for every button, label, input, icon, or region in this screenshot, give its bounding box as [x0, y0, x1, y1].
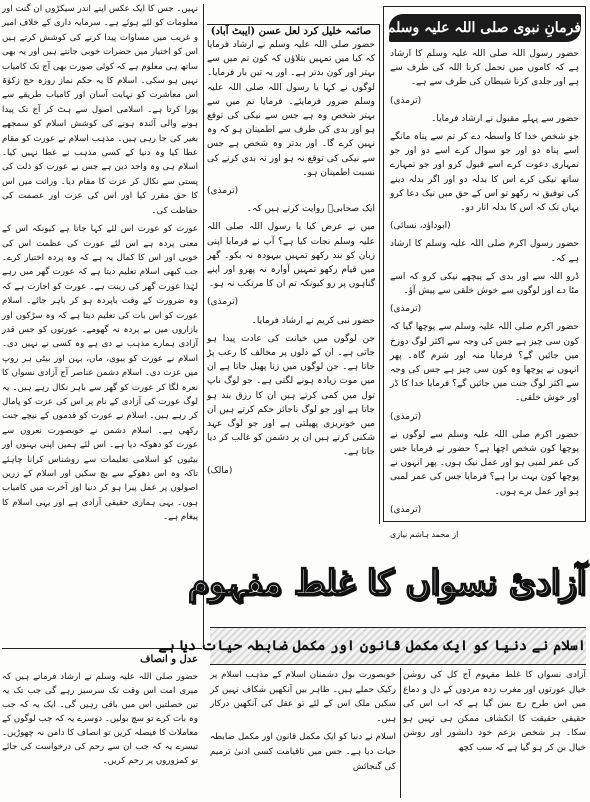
hadith-paragraph: جو شخص خدا کا واسطہ دے کر تم سے پناہ مانگے اسے پناہ دو اور جو سوال کرے اسے دو اور جو تمہاری دعوت کرے اسے قبول کرو اور جو تمہارے ساتھ نیکی کرے اس کا بدلہ دو اور اگر بدلہ دینے کی توفیق نہ رکھو تو اس کے حق میں نیک دعا کرو یہاں تک کہ اس کا بدلہ اتار دو۔ — [390, 132, 579, 214]
center-article-column — [207, 38, 375, 526]
hadith-box — [383, 6, 586, 522]
hadith-intro: حضور رسول اکرم صلی اللہ علیہ وسلم کا ارشاد ہے کہ۔ — [390, 239, 579, 264]
hadith-source: (ترمذی) — [390, 411, 422, 422]
justice-paragraph: حضور صلی اللہ علیہ وسلم نے ارشاد فرماتے ہیں کہ میری امت اس وقت تک سرسبز رہے گی جب تک یہ تین خصلتیں اس میں باقی رہیں گی۔ ایک یہ کہ جب وہ بات کرے تو سچ بولیں۔ دوسرے یہ کہ جب لوگوں کے معاملات کا فیصلہ کریں تو انصاف کا دامن نہ چھوڑیں۔ تیسرے یہ کہ جب ان سے رحم کی درخواست کی جائے تو کمزوروں پر رحم کریں۔ — [2, 672, 198, 766]
feature-paragraph: آزادی نسواں کا غلط مفہوم آج کل کی روشن خیال عورتوں اور مغرب زدہ مردوں کے دل و دماغ میں اس طرح رچ بس گیا ہے کہ اب اس کی حقیقی حقیقت کا انکشاف ممکن ہی نہیں ہو سکا۔ ہر شخص بزعم خود دانشور اور روشن خیال بن کر ہو گیا ہے کہ سب کچھ — [403, 670, 586, 753]
hadith-source: (ترمذی) — [390, 95, 422, 106]
feature-subheadline: اسلام نے دنیا کو ایک مکمل قانون اور مکمل ضابطہ حیات دیا ہے — [210, 627, 586, 665]
hadith-paragraph: جن لوگوں میں خیانت کی عادت پیدا ہو جاتی ہے۔ ان کے دلوں پر مخالف کا رعب پڑ جاتا ہے۔ جن لوگوں میں زنا پھیل جاتا ہے ان میں موت زیادہ ہونے لگتی ہے۔ جو لوگ ناپ تول میں کمی کرتے ہیں ان کا رزق بند ہو جاتا ہے اور جو لوگ ناجائز حکم کرتے ہیں ان میں خونریزی پھیلتی ہے اور جو لوگ عہد شکنی کرتے ہیں ان پر دشمن کو غالب کر دیا جاتا ہے۔ — [207, 333, 375, 458]
hadith-intro: حضور سے پہلے مقبول نے ارشاد فرمایا۔ — [431, 113, 579, 124]
center-article-heading: صائمہ خلیل کرد لعل عسن (ایبٹ آباد) — [210, 26, 372, 37]
hadith-intro: حضور نبی کریم نے ارشاد فرمایا۔ — [251, 315, 375, 326]
feature-column-middle — [210, 668, 396, 798]
feature-paragraph: اسلام نے دنیا کو ایک مکمل قانون اور مکمل ضابطہ حیات دیا ہے۔ جس میں تاقیامت کسی ادنیٰ ترمیم کی گنجائش — [210, 732, 396, 772]
article-paragraph: نہیں۔ جس کا ایک عکس اپنے اندر سیکڑوں ان گنت اور معلومات کو لئے ہوئے ہے۔ سرمایہ داری کے خلاف امیر و غریب میں مساوات پیدا کرنے کی کوشش کرتے ہیں اس کو اختیار میں حضرات خوبی جانتے ہیں اور یہ بھی ساتھ ہی معلوم ہے کہ کوئی صورت بھی آج تک کامیاب نہیں ہو سکی۔ اسلام کا یہ حکم نماز روزہ حج زکوٰۃ اس معاشرت کو نہایت آسان اور کامیاب طریقے سے پورا کرتا ہے۔ اسلامی اصول سے ہٹ کر آج تک پیدا ہونے والی آئندہ ہونے کی کوشش اسلام کو سمجھے بغیر کی جا رہی ہیں۔ مذہب اسلام نے عورت کو مقام عطا کیا وہ دنیا کے کسی مذہب نے عطا نہیں کیا۔ اسلام ہی وہ واحد دین ہے جس نے عورت کو ذلت کی پستی سے نکال کر عزت کا مقام دیا۔ وراثت میں اس کا حق مقرر کیا اور اس کی عزت اور عصمت کی حفاظت کی۔ — [2, 4, 198, 216]
hadith-source: (مالک) — [207, 465, 233, 476]
hadith-box-title: فرمانِ نبوی صلی اللہ علیہ وسلم — [389, 14, 581, 42]
column-rule — [379, 24, 380, 524]
hadith-paragraph: حضور رسول اللہ صلی اللہ علیہ وسلم کا ارشاد ہے کہ کاموں میں تحمل کرنا اللہ کی طرف سے ہے اور جلدی کرنا شیطان کی طرف سے ہے۔ — [390, 49, 579, 88]
feature-column-right — [403, 668, 586, 798]
hadith-paragraph: ڈرو اللہ سے اور بدی کے پیچھے نیکی کرو کہ اسے مٹا دے اور لوگوں سے خوش خلقی سے پیش آؤ۔ — [390, 271, 579, 297]
feature-headline: آزادیٔ نسواں کا غلط مفہوم — [188, 563, 586, 603]
hadith-intro: ایک صحابیؓ روایت کرتے ہیں کہ۔ — [246, 204, 375, 215]
justice-heading: عدل و انصاف — [140, 654, 198, 665]
left-article-column — [2, 2, 198, 642]
column-rule — [400, 668, 401, 798]
hadith-source: (ترمذی) — [207, 186, 239, 197]
hadith-paragraph: میں نے عرض کیا یا رسول اللہ صلی اللہ علیہ وسلم نجات کیا ہے؟ آپ نے فرمایا اپنی زبان کو بند رکھو تمہیں بیہودہ نہ بکو۔ گھر میں قیام رکھو تمہیں آوارہ نہ پھرو اور اپنے گناہوں پر رو کیونکہ تم ان کا مرتکب نہ ہو۔ — [207, 222, 375, 290]
feature-paragraph: خوبصورت بول دشمنان اسلام کے مذہب اسلام پر رکیک حملے ہیں۔ ظاہر بیں آنکھیں شکاف نہیں کر سکیں ملک اس کے لئے تو عقل کی آنکھیں درکار ہیں۔ — [210, 670, 396, 724]
hadith-paragraph: حضور اکرم صلی اللہ علیہ وسلم سے لوگوں نے پوچھا کون شخص اچھا ہے؟ حضور نے فرمایا جس کی عمر لمبی ہو اور عمل نیک ہوں۔ پھر انہوں نے پوچھا کون بہت برا ہے؟ فرمایا جس کی عمر لمبی ہو اور عمل برے ہوں۔ — [390, 429, 579, 497]
article-paragraph: عورت کو عورت اس لئے کہا جاتا ہے کیونکہ اس کے معنی پردہ ہے اس لئے عورت کی عظمت اس کی خوبی اور اس کا کمال یہ ہے کہ وہ پردہ اختیار کرے۔ جب کبھی اسلام تعلیم دیتا ہے کہ عورت گھر میں رہے لہٰذا عورت گھر کی زینت ہے۔ عورت کو اجازت ہے کہ وہ ضرورت کے وقت باپردہ ہو کر باہر جائے۔ اسلام عورت کو اس بات کی تعلیم دیتا ہے کہ وہ سڑکوں اور بازاروں میں بے پردہ نہ گھومے۔ عورتوں کو جس قدر آزادی ہمارے مذہب نے دی ہے وہ کسی نے نہیں دی۔ اسلام نے عورت کو بیوی، ماں، بہن اور بیٹی ہر روپ میں عزت دی۔ اسلام دشمن عناصر آج آزادی نسواں کا نعرہ لگا کر عورت کو گھر سے باہر نکال رہے ہیں۔ یہ لوگ عورت کی آزادی کے نام پر اس کی عزت کو پامال کر رہے ہیں۔ اسلام نے عورت کو قدموں کے نیچے جنت رکھی ہے۔ اسلام دشمن نے خوبصورت نعروں سے عورت کو دھوکہ دیا ہے۔ اس لئے ہمیں اپنی بہنوں اور بیٹیوں کو اسلامی تعلیمات سے روشناس کرانا چاہئے تاکہ وہ اس دھوکے سے بچ سکیں اور اسلام کے زریں اصولوں پر عمل پیرا ہو کر دنیا اور آخرت میں کامیاب ہوں۔ یہی ہماری حقیقی آزادی ہے اور یہی اسلام کا پیغام ہے۔ — [2, 224, 198, 523]
hadith-source: (ابوداؤد، نسائی) — [390, 221, 451, 232]
justice-column — [2, 670, 198, 798]
hadith-paragraph: حضور اکرم صلی اللہ علیہ وسلم سے پوچھا گیا کہ کون سی چیز ہے جس کی وجہ سے اکثر لوگ دوزخ میں جائیں گے؟ فرمایا منہ اور شرم گاہ۔ پھر انہوں نے پوچھا وہ کون سی چیز ہے جس کی وجہ سے اکثر لوگ جنت میں جائیں گے؟ فرمایا خدا کا ڈر اور خوش خلقی۔ — [390, 322, 579, 404]
hadith-source: (ترمذی) — [390, 504, 422, 515]
hadith-paragraph: حضور صلی اللہ علیہ وسلم نے ارشاد فرمایا کہ کیا میں تمہیں بتلاؤں کہ کون تم میں سے بہتر اور کون بدتر ہے۔ اور یہ تین بار فرمایا۔ لوگوں نے کہا یا رسول اللہ صلی اللہ علیہ وسلم ضرور فرمایئے۔ فرمایا تم میں سے بہتر شخص وہ ہے جس سے نیکی کی توقع ہو اور بدی کی طرف سے اطمینان ہو کہ وہ نہیں کرے گا۔ اور بدتر وہ شخص ہے جس سے نیکی کی توقع نہ ہو اور نہ بدی کرنے کی نسبت اطمینان ہو۔ — [207, 40, 375, 178]
hadith-source: (ترمذی) — [207, 297, 239, 308]
hadith-source: (ترمذی) — [390, 304, 422, 315]
section-rule — [207, 24, 379, 25]
feature-byline: از محمد ہاشم نیازی — [390, 530, 459, 539]
